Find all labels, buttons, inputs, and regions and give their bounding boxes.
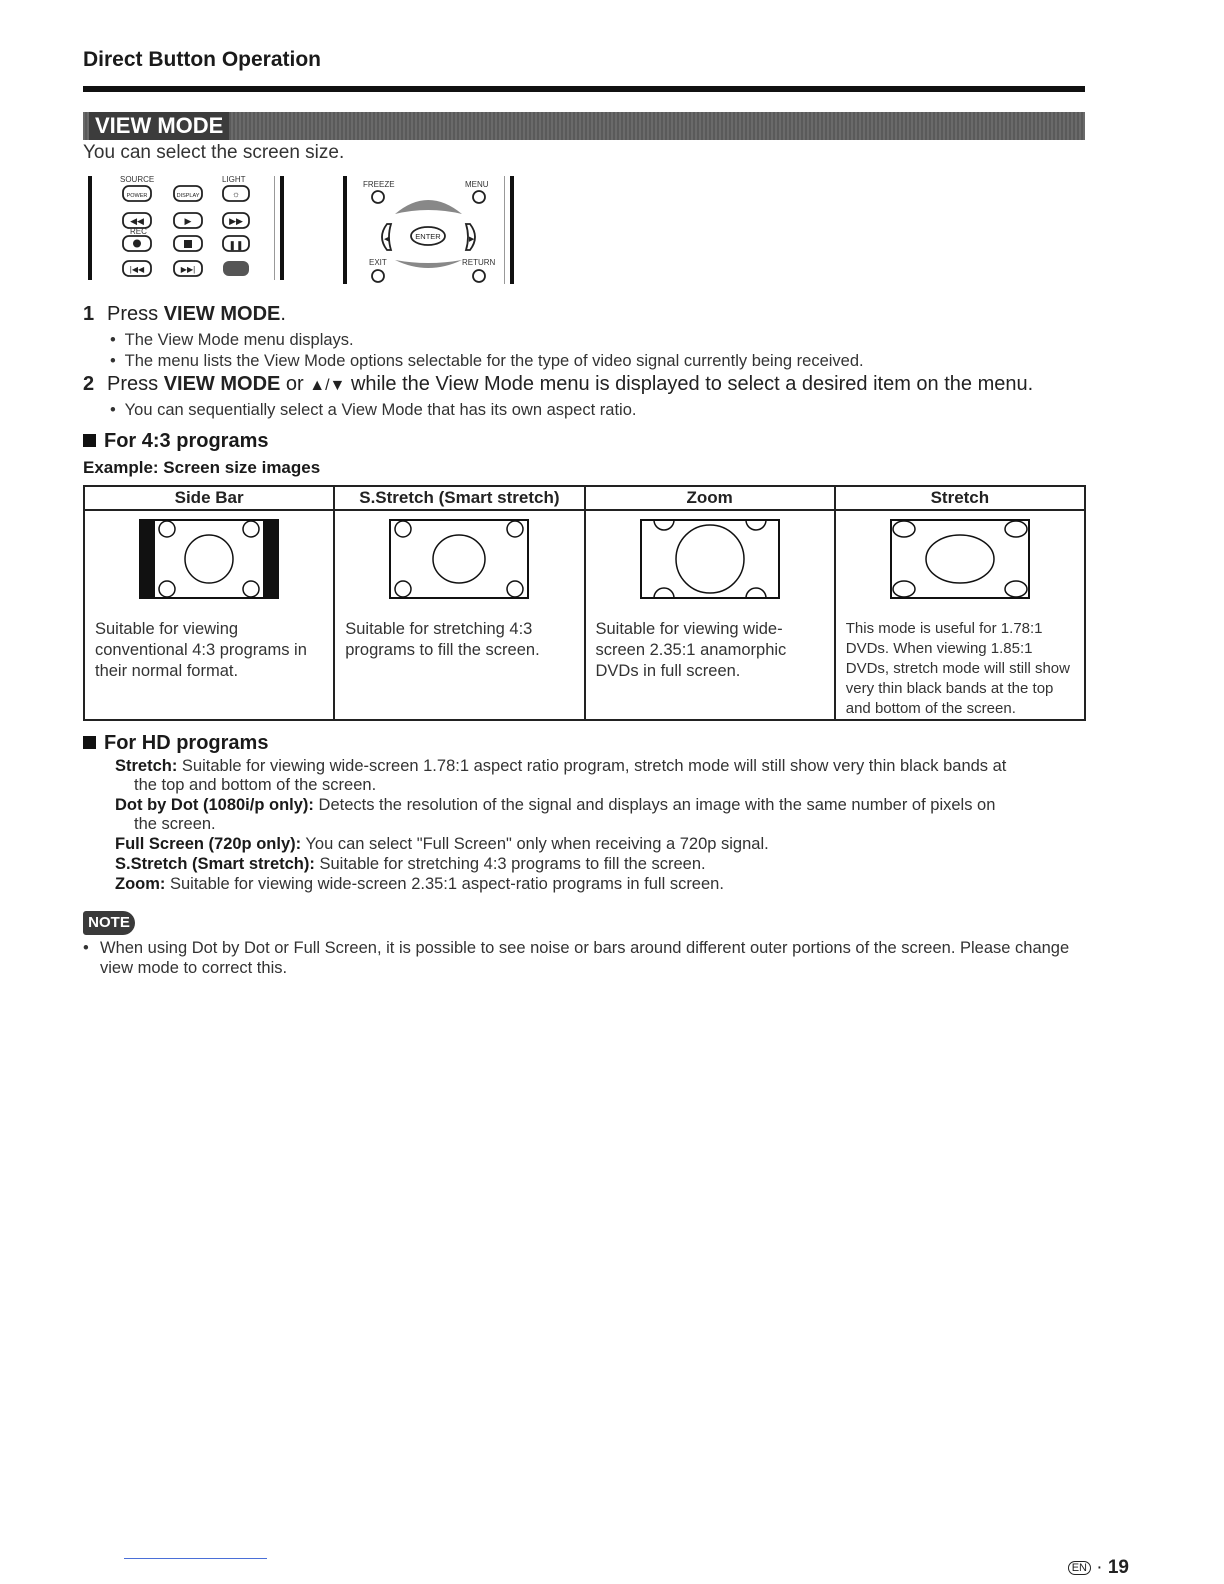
svg-text:▶▶: ▶▶ — [229, 216, 243, 226]
svg-text:◀◀: ◀◀ — [130, 216, 144, 226]
svg-text:☼: ☼ — [231, 189, 241, 199]
title-rule — [83, 86, 1085, 92]
zoom-description: Suitable for viewing wide-screen 2.35:1 anamorphic DVDs in full screen. — [595, 620, 787, 680]
step-1-bullet: • The View Mode menu displays. — [110, 331, 354, 349]
rec-label: REC — [130, 227, 147, 236]
stretch-description: This mode is useful for 1.78:1 DVDs. When viewing 1.85:1 DVDs, stretch mode will still show very thin black bands at the top and bottom of the screen. — [845, 620, 1070, 717]
remote-buttons-illustration — [88, 172, 298, 284]
note-text: • When using Dot by Dot or Full Screen, it is possible to see noise or bars around different outer portions of the screen. Please change view mode to correct this. — [83, 939, 1070, 977]
svg-text:|◀◀: |◀◀ — [129, 265, 145, 274]
smart-stretch-description: Suitable for stretching 4:3 programs to fill the screen. — [345, 620, 540, 659]
smart-stretch-screen-icon — [389, 519, 529, 599]
source-label: SOURCE — [120, 175, 155, 184]
note-badge: NOTE — [83, 911, 135, 935]
table-header: Zoom — [585, 486, 835, 510]
page-section-title: Direct Button Operation — [83, 48, 322, 71]
menu-label: MENU — [465, 180, 489, 189]
footer-divider — [124, 1558, 267, 1559]
stretch-screen-icon — [890, 519, 1030, 599]
side-bar-description: Suitable for viewing conventional 4:3 programs in their normal format. — [95, 620, 307, 680]
svg-text:▶: ▶ — [469, 236, 475, 243]
page-number: EN · 19 — [1068, 1557, 1129, 1579]
exit-label: EXIT — [369, 258, 387, 267]
freeze-label: FREEZE — [363, 180, 395, 189]
square-bullet-icon — [83, 736, 96, 749]
programs-43-heading: For 4:3 programs — [83, 430, 268, 453]
return-label: RETURN — [462, 258, 496, 267]
hd-item-dot-by-dot-cont: the screen. — [134, 815, 216, 833]
example-label: Example: Screen size images — [83, 458, 321, 477]
svg-text:❚❚: ❚❚ — [228, 240, 244, 250]
language-badge-icon: EN — [1068, 1561, 1091, 1575]
table-cell — [84, 510, 334, 720]
step-1-bullet: • The menu lists the View Mode options selectable for the type of video signal currently being received. — [110, 352, 864, 370]
side-bar-screen-icon — [139, 519, 279, 599]
hd-item-stretch: Stretch: Suitable for viewing wide-screen 1.78:1 aspect ratio program, stretch mode will still show very thin black bands at — [115, 757, 1007, 775]
display-label: DISPLAY — [176, 193, 200, 199]
remote-dpad-illustration — [340, 172, 520, 284]
table-header: Side Bar — [84, 486, 334, 510]
hd-item-dot-by-dot: Dot by Dot (1080i/p only): Detects the resolution of the signal and displays an image with the same number of pixels on — [115, 796, 996, 814]
svg-text:▶▶|: ▶▶| — [180, 265, 196, 274]
svg-text:▶: ▶ — [184, 216, 192, 226]
intro-text: You can select the screen size. — [83, 142, 345, 163]
hd-item-full-screen: Full Screen (720p only): You can select "Full Screen" only when receiving a 720p signal. — [115, 835, 769, 853]
power-label: POWER — [126, 193, 148, 199]
zoom-screen-icon — [640, 519, 780, 599]
step-2-bullet: • You can sequentially select a View Mode that has its own aspect ratio. — [110, 401, 637, 419]
step-1: 1 Press VIEW MODE. — [83, 303, 286, 325]
square-bullet-icon — [83, 434, 96, 447]
light-label: LIGHT — [222, 175, 246, 184]
svg-text:◀: ◀ — [384, 236, 390, 243]
table-cell — [835, 510, 1085, 720]
hd-item-smart-stretch: S.Stretch (Smart stretch): Suitable for stretching 4:3 programs to fill the screen. — [115, 855, 706, 873]
hd-item-zoom: Zoom: Suitable for viewing wide-screen 2.35:1 aspect-ratio programs in full screen. — [115, 875, 724, 893]
hd-item-stretch-cont: the top and bottom of the screen. — [134, 776, 377, 794]
programs-hd-heading: For HD programs — [83, 732, 268, 755]
step-2: 2 Press VIEW MODE or ▲/▼ while the View Mode menu is displayed to select a desired item on the menu. — [83, 373, 1034, 395]
view-mode-table — [83, 485, 1086, 721]
enter-label: ENTER — [415, 232, 441, 241]
view-mode-banner — [83, 112, 1085, 140]
table-header: S.Stretch (Smart stretch) — [334, 486, 584, 510]
table-cell — [334, 510, 584, 720]
table-header: Stretch — [835, 486, 1085, 510]
view-mode-banner-label: VIEW MODE — [89, 112, 229, 140]
table-cell — [585, 510, 835, 720]
